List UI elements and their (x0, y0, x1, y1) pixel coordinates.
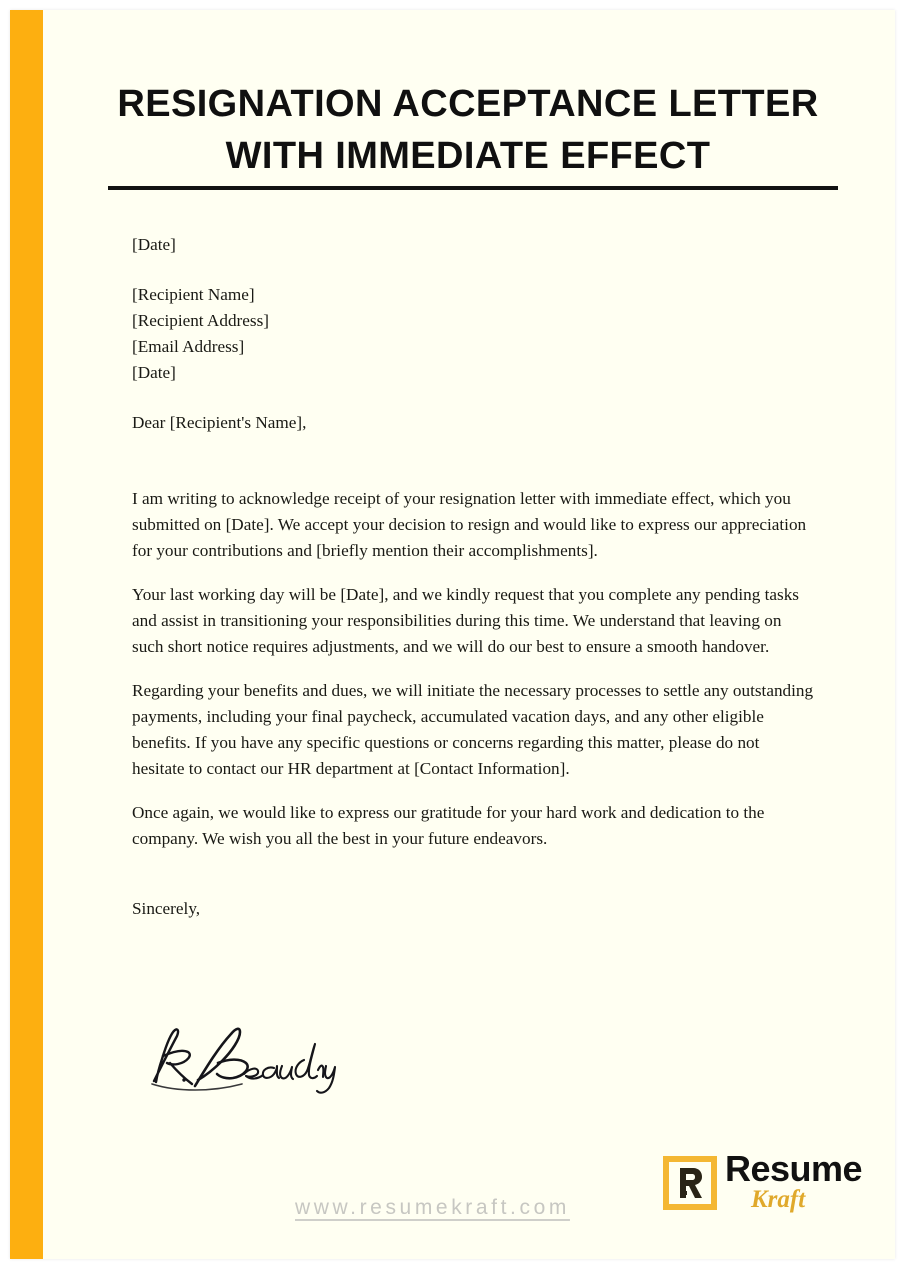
signature (132, 1018, 432, 1098)
closing-salutation: Sincerely, (132, 899, 201, 918)
spacer (132, 258, 814, 282)
paragraph-1: I am writing to acknowledge receipt of your resignation letter with immediate effect, which you submitted on [Date]. We accept your decision to resign and would like to express our appreciation for your contributions and [briefly mention their accomplishments]. (132, 489, 807, 560)
recipient-address: [Recipient Address] (132, 311, 269, 330)
title-line-1: RESIGNATION ACCEPTANCE LETTER (117, 83, 819, 125)
title-line-2: WITH IMMEDIATE EFFECT (225, 135, 711, 177)
left-accent-bar (10, 10, 43, 1259)
logo-r-glyph-icon (676, 1166, 706, 1200)
logo-primary-text: Resume (725, 1148, 863, 1189)
logo-square-frame (663, 1156, 717, 1210)
salutation: Dear [Recipient's Name], (132, 413, 307, 432)
signature-ink-icon (132, 1018, 342, 1098)
recipient-name: [Recipient Name] (132, 285, 255, 304)
paragraph-3: Regarding your benefits and dues, we will initiate the necessary processes to settle any outstanding payments, including your final paycheck, accumulated vacation days, and any other eligible benefits. If you have any specific questions or concerns regarding this matter, please do not hesitate to contact our HR department at [Contact Information]. (132, 681, 814, 778)
letter-body (132, 232, 814, 922)
recipient-date: [Date] (132, 363, 176, 382)
title-divider-rule (108, 186, 838, 190)
letter-sheet (43, 10, 895, 1259)
paragraph-2: Your last working day will be [Date], and we kindly request that you complete any pending tasks and assist in transitioning your responsibilities during this time. We understand that leaving on such short notice requires adjustments, and we will do our best to ensure a smooth handover. (132, 585, 799, 656)
spacer (132, 436, 814, 486)
recipient-email: [Email Address] (132, 337, 245, 356)
website-url[interactable]: www.resumekraft.com (295, 1196, 570, 1219)
spacer (132, 660, 814, 678)
spacer (132, 852, 814, 896)
letter-page (10, 10, 895, 1259)
spacer (132, 564, 814, 582)
spacer (132, 386, 814, 410)
paragraph-4: Once again, we would like to express our gratitude for your hard work and dedication to the company. We wish you all the best in your future endeavors. (132, 803, 765, 848)
recipient-block (132, 282, 814, 386)
logo-secondary-text: Kraft (751, 1186, 806, 1213)
page-title (98, 78, 838, 182)
logo-wordmark (725, 1146, 880, 1222)
spacer (132, 782, 814, 800)
resumekraft-logo (663, 1146, 878, 1222)
date-line: [Date] (132, 235, 176, 254)
